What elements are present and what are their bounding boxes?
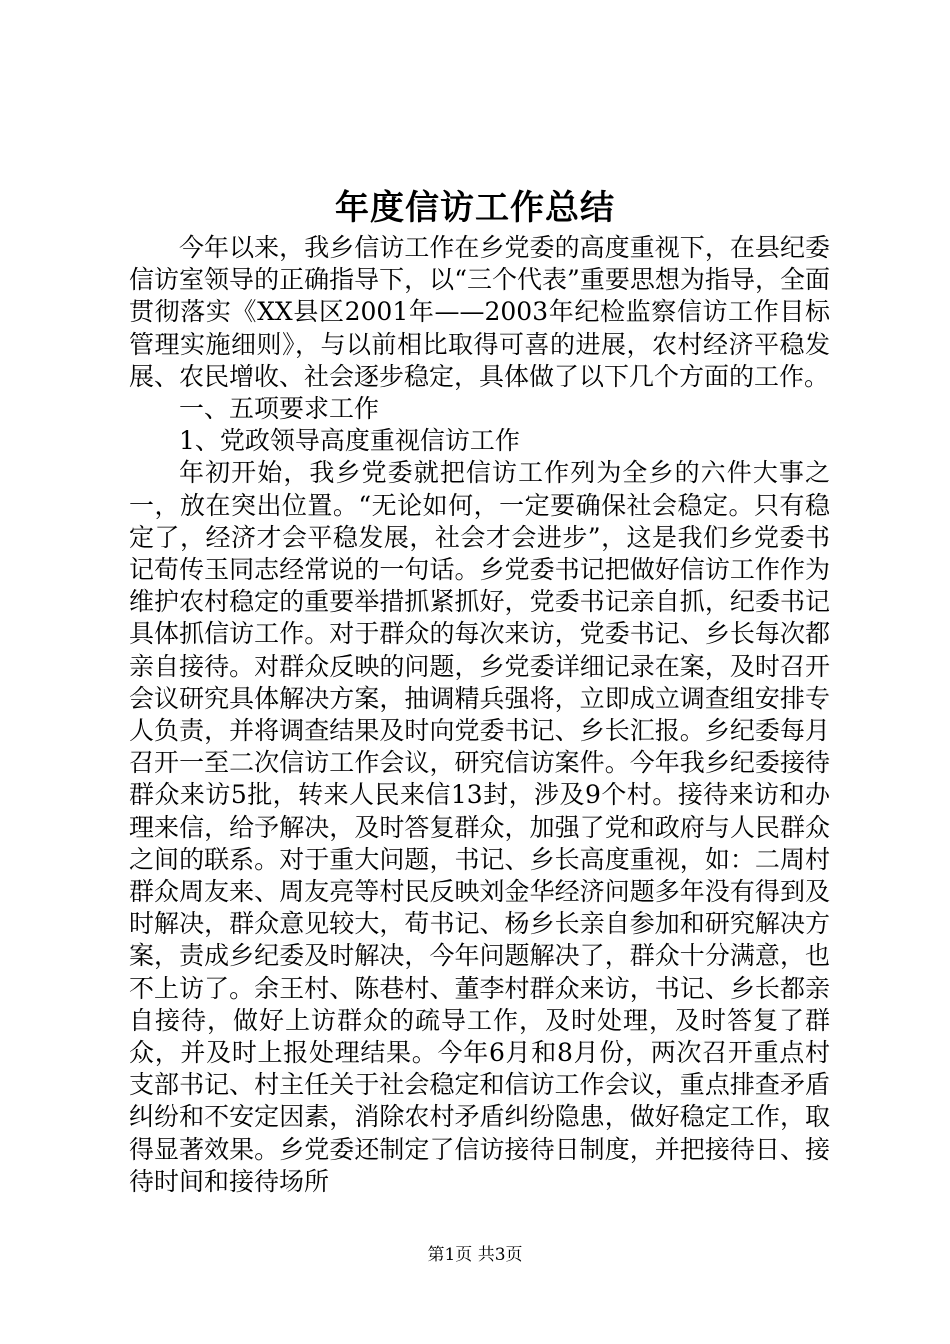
document-body — [129, 232, 830, 1198]
page-title: 年度信访工作总结 — [335, 188, 615, 228]
subsection-heading: 1、党政领导高度重视信访工作 — [179, 426, 520, 456]
body-paragraph: 年初开始，我乡党委就把信访工作列为全乡的六件大事之一，放在突出位置。“无论如何，一定要确保社会稳定。只有稳定了，经济才会平稳发展，社会才会进步”，这是我们乡党委书记荀传玉同志经常说的一句话。乡党委书记把做好信访工作作为维护农村稳定的重要举措抓紧抓好，党委书记亲自抓，纪委书记具体抓信访工作。对于群众的每次来访，党委书记、乡长每次都亲自接待。对群众反映的问题，乡党委详细记录在案，及时召开会议研究具体解决方案，抽调精兵强将，立即成立调查组安排专人负责，并将调查结果及时向党委书记、乡长汇报。乡纪委每月召开一至二次信访工作会议，研究信访案件。今年我乡纪委接待群众来访5批，转来人民来信13封，涉及9个村。接待来访和办理来信，给予解决，及时答复群众，加强了党和政府与人民群众之间的联系。对于重大问题，书记、乡长高度重视，如：二周村群众周友来、周友亮等村民反映刘金华经济问题多年没有得到及时解决，群众意见较大，荀书记、杨乡长亲自参加和研究解决方案，责成乡纪委及时解决，今年问题解决了，群众十分满意，也不上访了。余王村、陈巷村、董李村群众来访，书记、乡长都亲自接待，做好上访群众的疏导工作，及时处理，及时答复了群众，并及时上报处理结果。今年6月和8月份，两次召开重点村支部书记、村主任关于社会稳定和信访工作会议，重点排查矛盾纠纷和不安定因素，消除农村矛盾纠纷隐患，做好稳定工作，取得显著效果。乡党委还制定了信访接待日制度，并把接待日、接待时间和接待场所 — [129, 458, 830, 1196]
page-number-footer: 第1页 共3页 — [427, 1245, 523, 1265]
section-heading: 一、五项要求工作 — [179, 394, 380, 424]
intro-paragraph: 今年以来，我乡信访工作在乡党委的高度重视下，在县纪委信访室领导的正确指导下，以“三个代表”重要思想为指导，全面贯彻落实《XX县区2001年——2003年纪检监察信访工作目标管理实施细则》，与以前相比取得可喜的进展，农村经济平稳发展、农民增收、社会逐步稳定，具体做了以下几个方面的工作。 — [129, 233, 830, 391]
